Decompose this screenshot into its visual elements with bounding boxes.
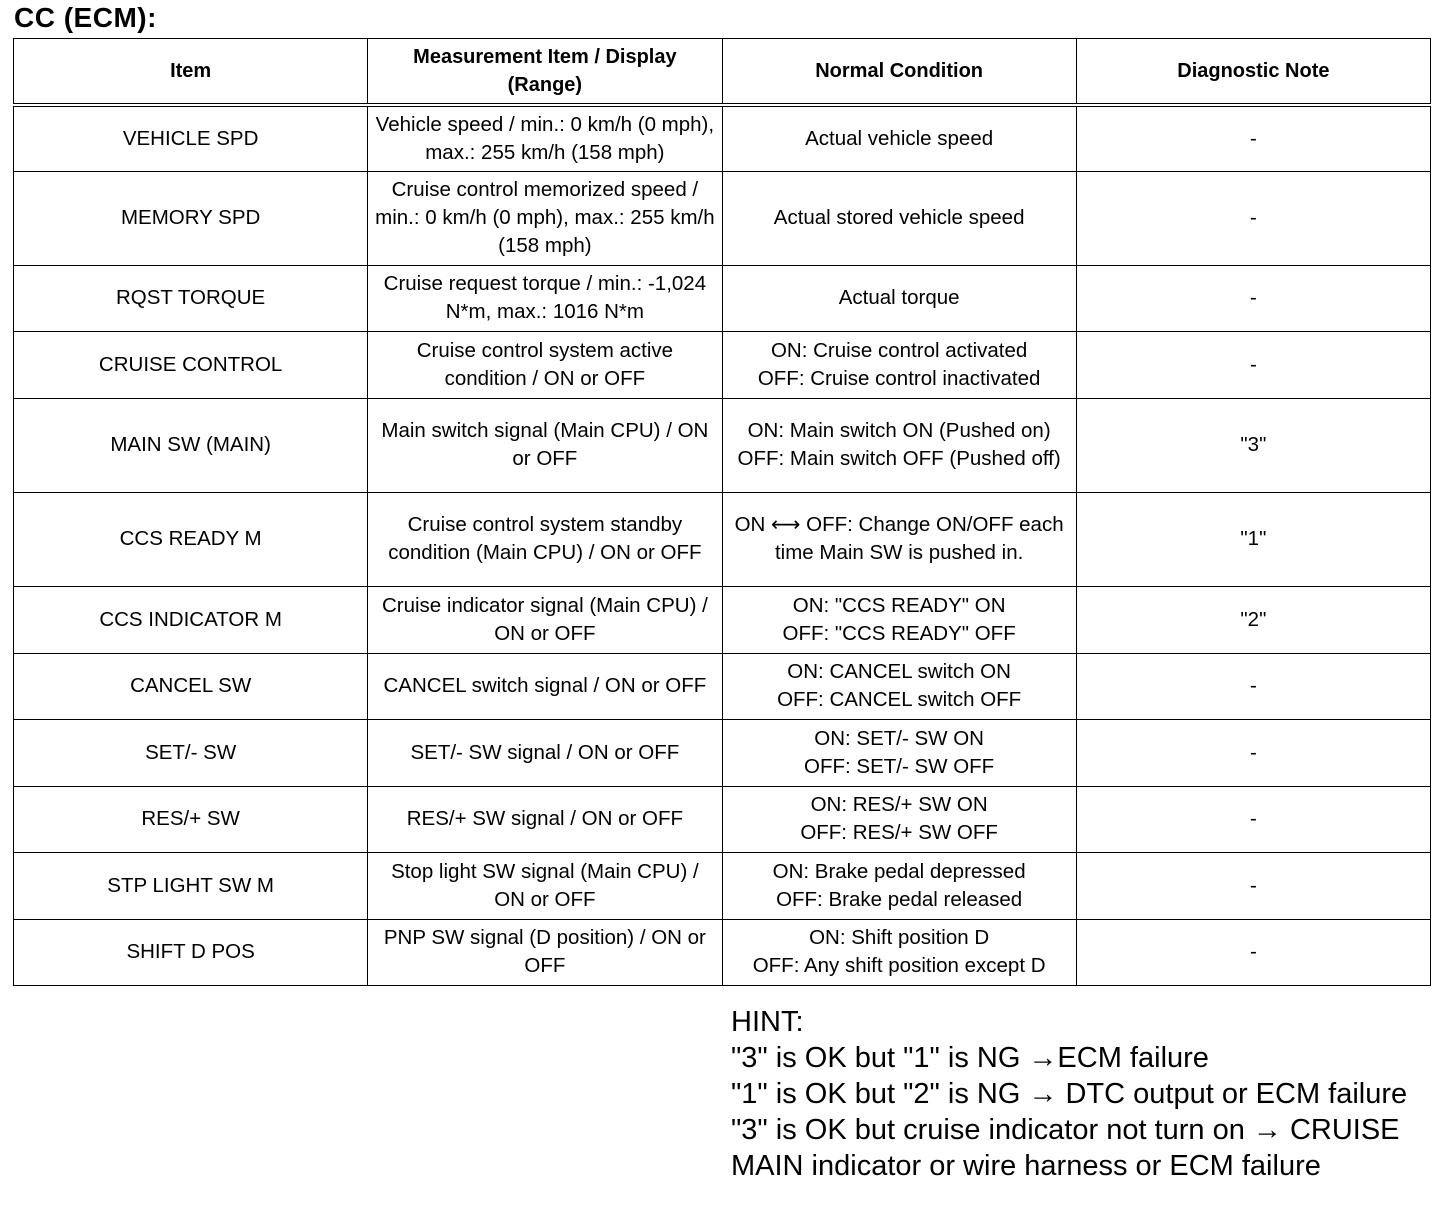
cell-item: MAIN SW (MAIN) xyxy=(14,398,368,492)
cell-item: VEHICLE SPD xyxy=(14,105,368,171)
cell-measurement: Cruise control system active condition / ON or OFF xyxy=(368,331,722,398)
table-row xyxy=(14,105,1431,171)
table-row xyxy=(14,331,1431,398)
table-row xyxy=(14,786,1431,852)
hint-heading: HINT: xyxy=(731,1006,804,1038)
table-row xyxy=(14,265,1431,331)
cell-diagnostic-note: - xyxy=(1076,919,1430,985)
table-row xyxy=(14,719,1431,786)
cell-item: CCS INDICATOR M xyxy=(14,586,368,653)
header-item: Item xyxy=(14,39,368,106)
cell-item: CANCEL SW xyxy=(14,653,368,719)
hint-line: "3" is OK but "1" is NG →ECM failure xyxy=(731,1042,1209,1074)
cell-condition xyxy=(722,171,1076,265)
condition-line: ON: SET/- SW ON xyxy=(814,726,984,750)
condition-line: OFF: CANCEL switch OFF xyxy=(777,688,1022,711)
cell-condition xyxy=(722,919,1076,985)
condition-line: ON: Main switch ON (Pushed on) xyxy=(747,419,1051,442)
header-condition: Normal Condition xyxy=(722,39,1076,106)
condition-line: OFF: Any shift position except D xyxy=(752,954,1046,977)
cell-diagnostic-note: - xyxy=(1076,171,1430,265)
cell-condition xyxy=(722,492,1076,586)
header-measurement xyxy=(368,39,722,106)
cell-condition xyxy=(722,265,1076,331)
hint-line: "3" is OK but cruise indicator not turn on → CRUISE MAIN indicator or wire harness or ECM failure xyxy=(731,1114,1400,1182)
condition-line: ON: Cruise control activated xyxy=(770,338,1028,362)
header-note: Diagnostic Note xyxy=(1076,39,1430,106)
condition-line: OFF: "CCS READY" OFF xyxy=(782,621,1016,645)
cell-item: RQST TORQUE xyxy=(14,265,368,331)
cell-measurement: Main switch signal (Main CPU) / ON or OFF xyxy=(368,398,722,492)
cell-diagnostic-note: "2" xyxy=(1076,586,1430,653)
data-table xyxy=(13,38,1431,986)
cell-condition xyxy=(722,786,1076,852)
condition-line: ON: Brake pedal depressed xyxy=(772,859,1026,883)
header-measurement-label: Measurement Item / Display (Range) xyxy=(413,46,677,96)
cell-item: RES/+ SW xyxy=(14,786,368,852)
table-row xyxy=(14,492,1431,586)
cell-condition xyxy=(722,653,1076,719)
cell-measurement: SET/- SW signal / ON or OFF xyxy=(368,719,722,786)
table-row xyxy=(14,919,1431,985)
cell-diagnostic-note: "3" xyxy=(1076,398,1430,492)
cell-diagnostic-note: - xyxy=(1076,105,1430,171)
condition-line: Actual vehicle speed xyxy=(805,126,994,150)
cell-measurement: Cruise control system standby condition (Main CPU) / ON or OFF xyxy=(368,492,722,586)
cell-measurement: Stop light SW signal (Main CPU) / ON or OFF xyxy=(368,852,722,919)
cell-item: SHIFT D POS xyxy=(14,919,368,985)
cell-measurement: Cruise control memorized speed / min.: 0 km/h (0 mph), max.: 255 km/h (158 mph) xyxy=(368,171,722,265)
page-title: CC (ECM): xyxy=(14,2,157,33)
cell-diagnostic-note: - xyxy=(1076,852,1430,919)
condition-line: Actual torque xyxy=(838,286,960,309)
table-row xyxy=(14,171,1431,265)
condition-line: ON: CANCEL switch ON xyxy=(787,660,1011,683)
condition-line: Actual stored vehicle speed xyxy=(773,206,1025,229)
condition-line: OFF: Main switch OFF (Pushed off) xyxy=(737,447,1061,470)
cell-condition xyxy=(722,852,1076,919)
cell-condition xyxy=(722,331,1076,398)
cell-measurement: CANCEL switch signal / ON or OFF xyxy=(368,653,722,719)
cell-condition xyxy=(722,105,1076,171)
table-row xyxy=(14,398,1431,492)
cell-diagnostic-note: "1" xyxy=(1076,492,1430,586)
cell-item: SET/- SW xyxy=(14,719,368,786)
cell-condition xyxy=(722,398,1076,492)
cell-measurement: Vehicle speed / min.: 0 km/h (0 mph), max.: 255 km/h (158 mph) xyxy=(368,105,722,171)
condition-line: OFF: Brake pedal released xyxy=(776,887,1023,911)
condition-line: ON ⟷ OFF: Change ON/OFF each time Main SW is pushed in. xyxy=(734,513,1064,564)
condition-line: OFF: RES/+ SW OFF xyxy=(800,821,998,844)
cell-item: CRUISE CONTROL xyxy=(14,331,368,398)
cell-item: MEMORY SPD xyxy=(14,171,368,265)
condition-line: ON: Shift position D xyxy=(809,926,990,949)
hint-line: "1" is OK but "2" is NG → DTC output or ECM failure xyxy=(731,1078,1408,1110)
cell-measurement: RES/+ SW signal / ON or OFF xyxy=(368,786,722,852)
cell-item: STP LIGHT SW M xyxy=(14,852,368,919)
cell-diagnostic-note: - xyxy=(1076,331,1430,398)
cell-condition xyxy=(722,719,1076,786)
condition-line: OFF: SET/- SW OFF xyxy=(804,754,995,778)
condition-line: ON: RES/+ SW ON xyxy=(810,793,988,816)
cell-condition xyxy=(722,586,1076,653)
cell-item: CCS READY M xyxy=(14,492,368,586)
condition-line: OFF: Cruise control inactivated xyxy=(757,366,1041,390)
cell-diagnostic-note: - xyxy=(1076,653,1430,719)
cell-diagnostic-note: - xyxy=(1076,786,1430,852)
cell-diagnostic-note: - xyxy=(1076,265,1430,331)
hint-block xyxy=(731,1004,1431,1184)
cell-measurement: PNP SW signal (D position) / ON or OFF xyxy=(368,919,722,985)
condition-line: ON: "CCS READY" ON xyxy=(792,593,1006,617)
table-row xyxy=(14,852,1431,919)
cell-measurement: Cruise request torque / min.: -1,024 N*m, max.: 1016 N*m xyxy=(368,265,722,331)
table-header-row xyxy=(14,39,1431,106)
table-row xyxy=(14,653,1431,719)
cell-diagnostic-note: - xyxy=(1076,719,1430,786)
cell-measurement: Cruise indicator signal (Main CPU) / ON or OFF xyxy=(368,586,722,653)
table-row xyxy=(14,586,1431,653)
table-body xyxy=(14,105,1431,985)
